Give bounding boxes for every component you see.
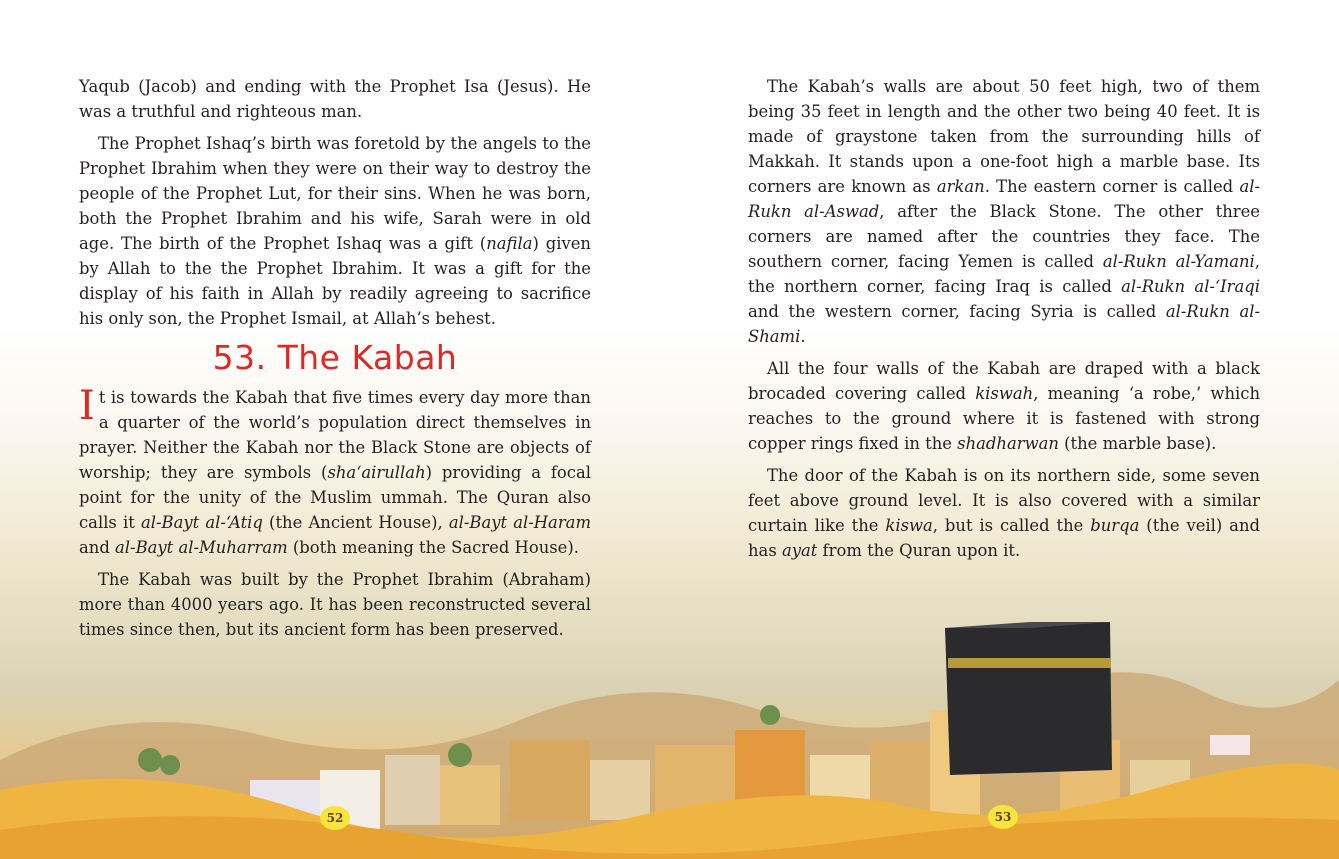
right-page xyxy=(748,74,1260,570)
paragraph: The Prophet Ishaq’s birth was foretold by the angels to the Prophet Ibrahim when they were on their way to destroy the people of the Prophet Lut, for their sins. When he was born, both the Prophet Ibrahim and his wife, Sarah were in old age. The birth of the Prophet Ishaq was a gift (nafila) given by Allah to the the Prophet Ibrahim. It was a gift for the display of his faith in Allah by readily agreeing to sacrifice his only son, the Prophet Ismail, at Allah’s behest. xyxy=(79,134,591,328)
section-heading: 53. The Kabah xyxy=(212,338,458,377)
kabah-icon xyxy=(945,622,1112,775)
paragraph: The door of the Kabah is on its northern side, some seven feet above ground level. It is also covered with a similar curtain like the kiswa, but is called the burqa (the veil) and has ayat from the Quran upon it. xyxy=(748,466,1260,560)
paragraph: All the four walls of the Kabah are draped with a black brocaded covering called kiswah, meaning ‘a robe,’ which reaches to the ground where it is fastened with strong copper rings fixed in the shadharwan (the marble base). xyxy=(748,359,1260,453)
paragraph: The Kabah was built by the Prophet Ibrahim (Abraham) more than 4000 years ago. It has been reconstructed several times since then, but its ancient form has been preserved. xyxy=(79,570,591,639)
paragraph: It is towards the Kabah that five times every day more than a quarter of the world’s population direct themselves in prayer. Neither the Kabah nor the Black Stone are objects of worship; they are symbols (sha‘airullah) providing a focal point for the unity of the Muslim ummah. The Quran also calls it al-Bayt al-‘Atiq (the Ancient House), al-Bayt al-Haram and al-Bayt al-Muharram (both meaning the Sacred House). xyxy=(79,383,591,557)
page-number: 52 xyxy=(320,806,350,830)
paragraph: The Kabah’s walls are about 50 feet high, two of them being 35 feet in length and the other two being 40 feet. It is made of graystone taken from the surrounding hills of Makkah. It stands upon a one-foot high a marble base. Its corners are known as arkan. The eastern corner is called al-Rukn al-Aswad, after the Black Stone. The other three corners are named after the countries they face. The southern corner, facing Yemen is called al-Rukn al-Yamani, the northern corner, facing Iraq is called al-Rukn al-‘Iraqi and the western corner, facing Syria is called al-Rukn al-Shami. xyxy=(748,77,1260,346)
paragraph: Yaqub (Jacob) and ending with the Prophet Isa (Jesus). He was a truthful and righteous man. xyxy=(79,77,591,121)
left-page xyxy=(79,74,591,649)
drop-cap: I xyxy=(79,383,95,429)
page-number: 53 xyxy=(988,805,1018,829)
